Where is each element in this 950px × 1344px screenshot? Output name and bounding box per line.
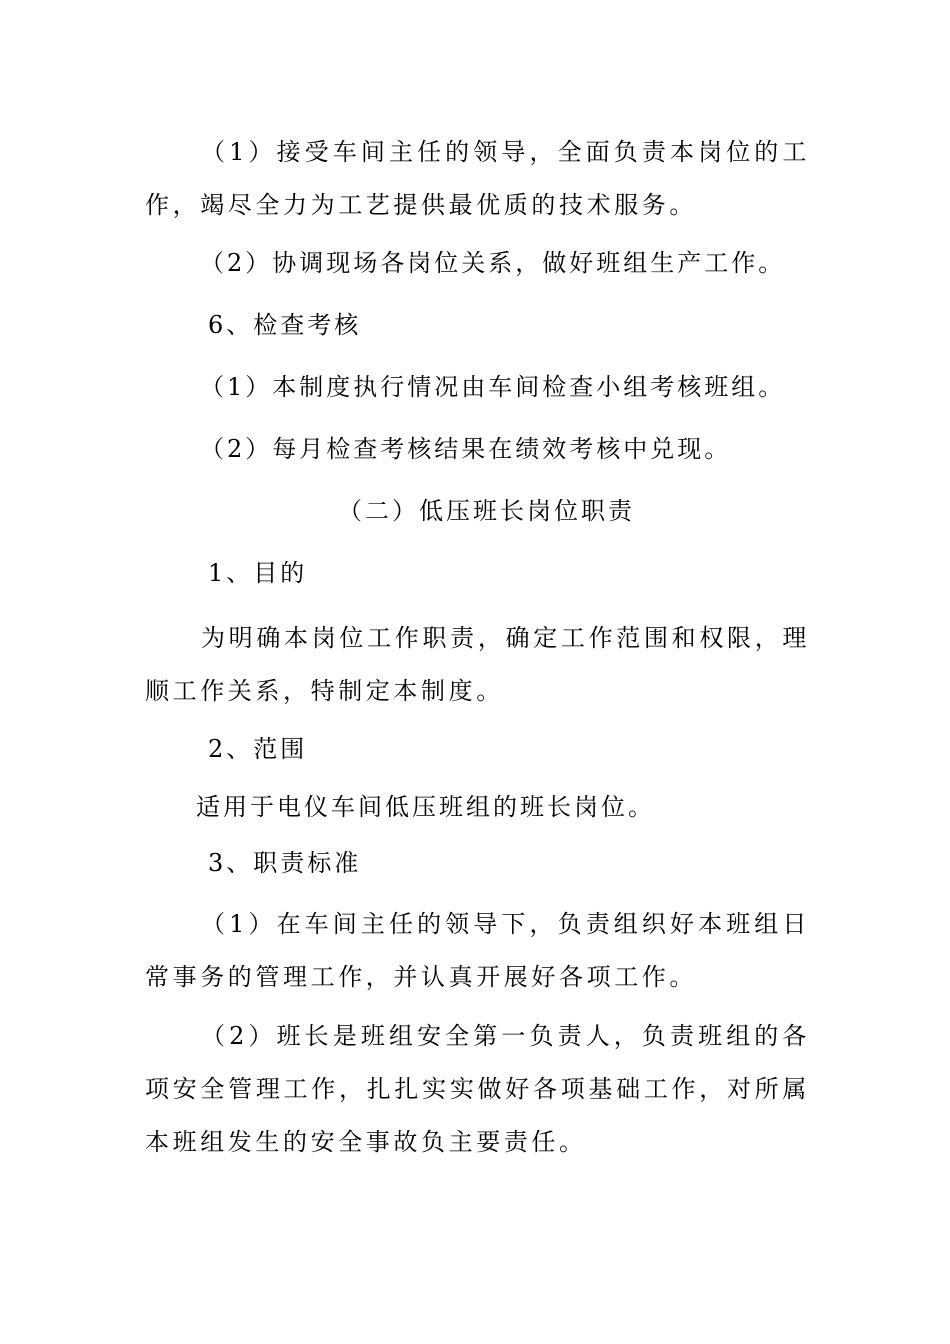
paragraph-duty-2: （2）协调现场各岗位关系，做好班组生产工作。 [200, 249, 786, 277]
heading-duty-standards: 3、职责标准 [208, 849, 362, 877]
paragraph-inspection-1: （1）本制度执行情况由车间检查小组考核班组。 [200, 373, 786, 401]
paragraph-standard-1: （1）在车间主任的领导下，负责组织好本班组日常事务的管理工作，并认真开展好各项工作。 [145, 910, 810, 991]
heading-purpose: 1、目的 [208, 559, 308, 587]
paragraph-duty-1: （1）接受车间主任的领导，全面负责本岗位的工作，竭尽全力为工艺提供最优质的技术服务。 [145, 138, 810, 219]
paragraph-purpose: 为明确本岗位工作职责，确定工作范围和权限，理顺工作关系，特制定本制度。 [145, 624, 810, 705]
paragraph-scope: 适用于电仪车间低压班组的班长岗位。 [196, 793, 655, 821]
section-title: （二）低压班长岗位职责 [338, 497, 635, 525]
heading-scope: 2、范围 [208, 735, 308, 763]
heading-inspection: 6、检查考核 [208, 311, 362, 339]
paragraph-inspection-2: （2）每月检查考核结果在绩效考核中兑现。 [200, 435, 732, 463]
paragraph-standard-2: （2）班长是班组安全第一负责人，负责班组的各项安全管理工作，扎扎实实做好各项基础工作，对所属本班组发生的安全事故负主要责任。 [145, 1022, 810, 1156]
